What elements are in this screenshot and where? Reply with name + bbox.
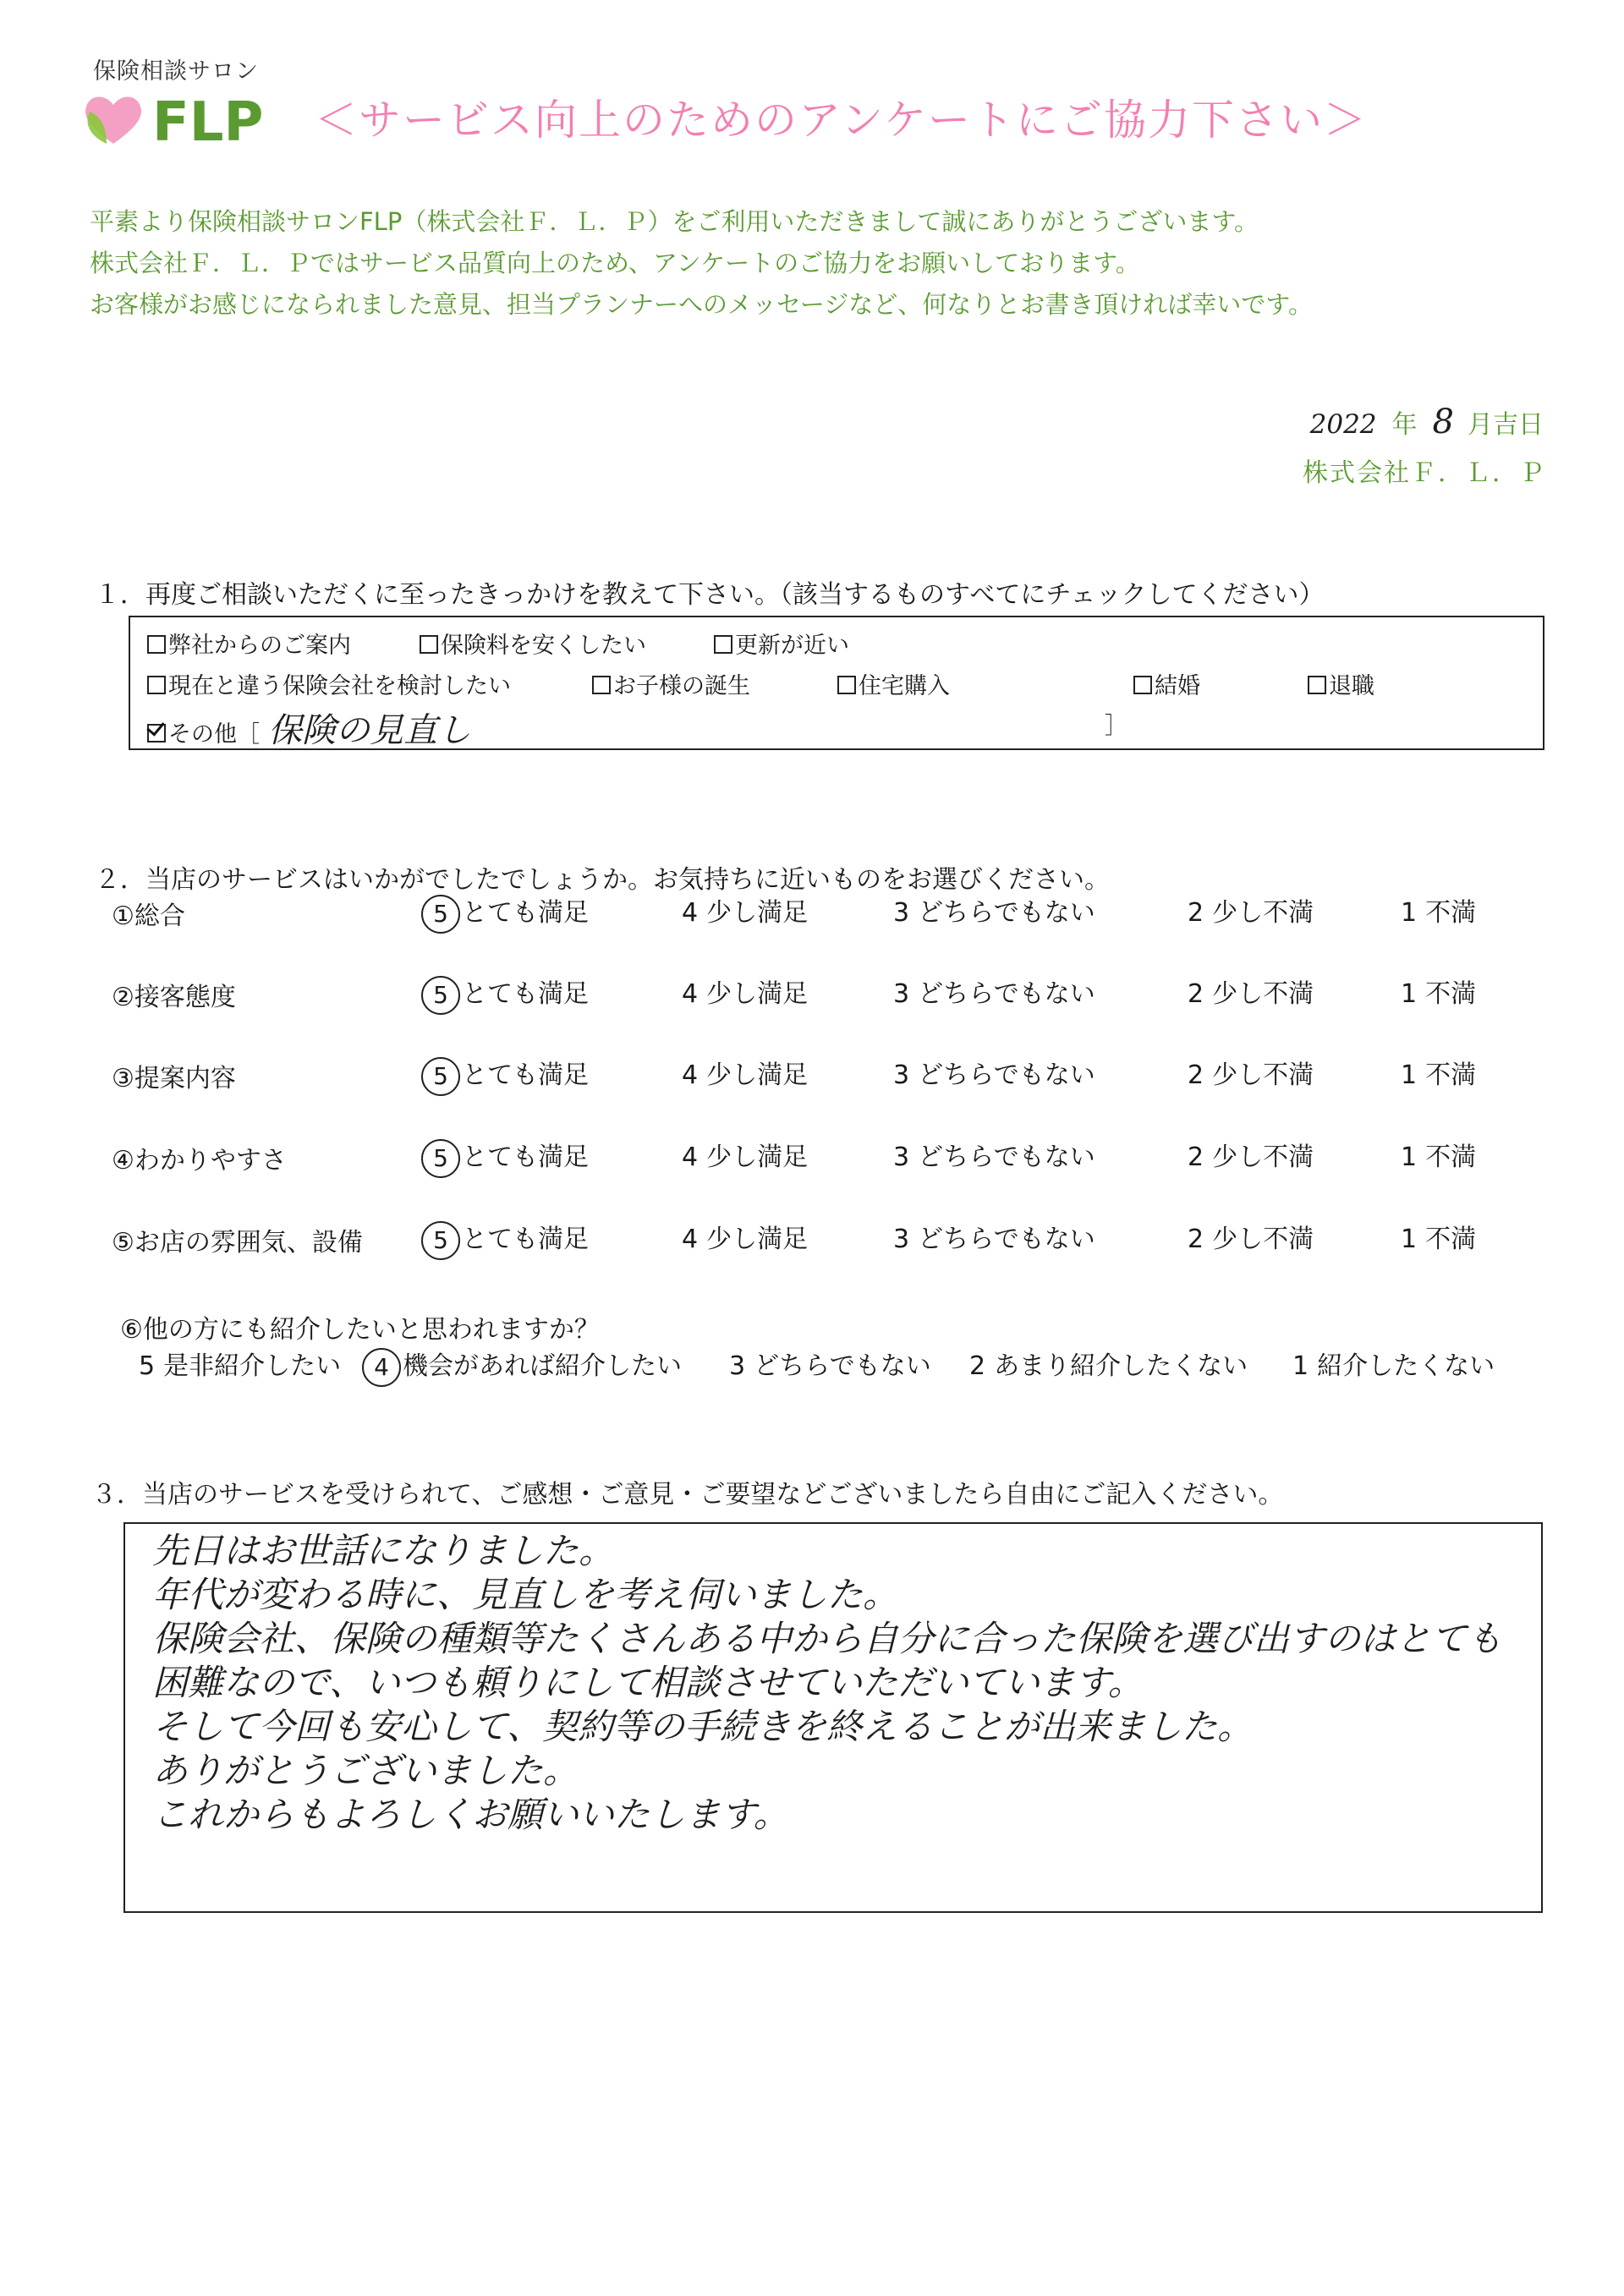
rating-choice-4[interactable] <box>682 973 808 1010</box>
rating-text: 少し不満 <box>1212 1225 1314 1254</box>
option-label: 住宅購入 <box>859 673 950 699</box>
option-label: お子様の誕生 <box>613 673 750 699</box>
rating-choice-2[interactable] <box>1188 973 1314 1010</box>
rating-number: 1 <box>1401 1060 1418 1090</box>
rating-choice-2[interactable] <box>1188 1218 1314 1255</box>
rating-number: 1 <box>1401 1225 1418 1254</box>
rating-choice-4[interactable] <box>682 891 808 929</box>
other-bracket-close: ］ <box>1105 713 1127 739</box>
checkbox[interactable] <box>1308 676 1326 694</box>
option-label: 結婚 <box>1155 673 1200 699</box>
brand-name: FLP <box>152 91 264 152</box>
intro-line: 株式会社Ｆ．Ｌ．Ｐではサービス品質向上のため、アンケートのご協力をお願いしております。 <box>90 249 1140 277</box>
survey-headline: ＜サービス向上のためのアンケートにご協力下さい＞ <box>315 96 1368 145</box>
rating-number: 4 <box>682 1060 699 1090</box>
q2-referral-question: ⑥他の方にも紹介したいと思われますか？ <box>120 1315 600 1345</box>
rating-text: 少し不満 <box>1212 898 1314 928</box>
rating-number-circled: 5 <box>421 895 460 934</box>
q2-title: ２．当店のサービスはいかがでしたでしょうか。お気持ちに近いものをお選びください。 <box>95 865 1110 895</box>
rating-choice-5[interactable] <box>421 973 589 1015</box>
rating-text: 少し不満 <box>1212 979 1314 1009</box>
date-line <box>1310 403 1544 441</box>
rating-choice-3[interactable] <box>893 891 1095 929</box>
referral-choice-2[interactable] <box>969 1345 1248 1382</box>
brand-subtitle: 保険相談サロン <box>93 58 259 85</box>
q2-row-label: ⑤お店の雰囲気、設備 <box>112 1228 363 1258</box>
q1-option[interactable] <box>837 667 950 700</box>
referral-choice-5[interactable] <box>139 1345 341 1382</box>
rating-choice-5[interactable] <box>421 1136 589 1178</box>
rating-number: 4 <box>682 979 699 1009</box>
rating-text: 不満 <box>1425 1060 1477 1090</box>
checkbox[interactable] <box>420 635 438 654</box>
rating-text: 少し満足 <box>706 979 809 1009</box>
referral-text: 紹介したくない <box>1317 1351 1495 1381</box>
rating-text: とても満足 <box>462 1060 589 1090</box>
checkbox[interactable] <box>714 635 732 654</box>
rating-text: 少し満足 <box>706 1060 809 1090</box>
q3-title: ３．当店のサービスを受けられて、ご感想・ご意見・ご要望などございましたら自由にご記入ください。 <box>91 1480 1284 1510</box>
rating-text: 少し満足 <box>706 898 809 928</box>
referral-choice-4[interactable] <box>362 1345 682 1387</box>
q1-option[interactable] <box>147 667 511 700</box>
rating-text: 少し満足 <box>706 1225 809 1254</box>
referral-number: 2 <box>969 1351 986 1381</box>
rating-choice-5[interactable] <box>421 891 589 934</box>
referral-choice-1[interactable] <box>1292 1345 1495 1382</box>
rating-choice-1[interactable] <box>1401 1054 1476 1091</box>
rating-text: どちらでもない <box>918 1060 1095 1090</box>
rating-number: 3 <box>893 979 910 1009</box>
intro-line: 平素より保険相談サロンFLP（株式会社Ｆ．Ｌ．Ｐ）をご利用いただきまして誠にありがとうございます。 <box>90 207 1259 236</box>
rating-number: 1 <box>1401 979 1418 1009</box>
company-name: 株式会社Ｆ．Ｌ．Ｐ <box>1303 458 1546 488</box>
rating-number: 2 <box>1188 1060 1204 1090</box>
rating-choice-5[interactable] <box>421 1054 589 1096</box>
rating-choice-2[interactable] <box>1188 891 1314 929</box>
rating-number: 1 <box>1401 898 1418 928</box>
checkbox[interactable] <box>592 676 611 694</box>
rating-choice-1[interactable] <box>1401 1218 1476 1255</box>
option-label: その他［ <box>168 721 260 748</box>
q1-option-other[interactable] <box>147 704 471 752</box>
option-label: 保険料を安くしたい <box>441 633 646 659</box>
intro-line: お客様がお感じになられました意見、担当プランナーへのメッセージなど、何なりとお書き頂ければ幸いです。 <box>90 290 1313 319</box>
q1-option[interactable] <box>420 627 646 660</box>
rating-choice-4[interactable] <box>682 1218 808 1255</box>
option-label: 弊社からのご案内 <box>168 633 351 659</box>
rating-choice-1[interactable] <box>1401 973 1476 1010</box>
rating-text: 不満 <box>1425 1225 1477 1254</box>
referral-number-circled: 4 <box>362 1348 401 1387</box>
rating-number-circled: 5 <box>421 1139 460 1178</box>
date-year-label: 年 <box>1391 410 1418 440</box>
q2-row-label: ③提案内容 <box>112 1064 236 1093</box>
referral-number: 3 <box>729 1351 746 1381</box>
rating-choice-3[interactable] <box>893 1218 1095 1255</box>
rating-number: 3 <box>893 1225 910 1254</box>
option-label: 退職 <box>1329 673 1374 699</box>
rating-choice-5[interactable] <box>421 1218 589 1260</box>
q2-row-label: ④わかりやすさ <box>112 1146 287 1175</box>
rating-number: 2 <box>1188 979 1204 1009</box>
rating-number: 3 <box>893 898 910 928</box>
comment-line: 先日はお世話になりました。 <box>152 1530 615 1571</box>
rating-number: 3 <box>893 1060 910 1090</box>
rating-number: 2 <box>1188 1143 1204 1172</box>
rating-text: どちらでもない <box>918 1225 1095 1254</box>
q1-option[interactable] <box>592 667 750 700</box>
checkbox[interactable] <box>837 676 856 694</box>
checkbox[interactable] <box>1133 676 1152 694</box>
rating-text: 不満 <box>1425 898 1477 928</box>
referral-text: 是非紹介したい <box>163 1351 342 1381</box>
rating-number: 4 <box>682 898 699 928</box>
flp-logo <box>81 85 284 152</box>
rating-number: 4 <box>682 1225 699 1254</box>
q1-option[interactable] <box>714 627 849 660</box>
rating-number-circled: 5 <box>421 1221 460 1260</box>
comment-line: 年代が変わる時に、見直しを考え伺いました。 <box>152 1574 899 1615</box>
other-handwritten-answer: 保険の見直し <box>268 711 471 750</box>
rating-choice-3[interactable] <box>893 973 1095 1010</box>
checkbox[interactable] <box>147 635 166 654</box>
rating-text: どちらでもない <box>918 898 1095 928</box>
rating-text: とても満足 <box>462 1143 589 1172</box>
q2-row-label: ②接客態度 <box>112 983 236 1012</box>
rating-text: 不満 <box>1425 979 1477 1009</box>
rating-text: 不満 <box>1425 1143 1477 1172</box>
rating-text: 少し満足 <box>706 1143 809 1172</box>
rating-number: 1 <box>1401 1143 1418 1172</box>
checkbox-checked[interactable] <box>147 724 166 743</box>
rating-number: 2 <box>1188 1225 1204 1254</box>
rating-choice-3[interactable] <box>893 1054 1095 1091</box>
option-label: 現在と違う保険会社を検討したい <box>168 673 511 699</box>
date-month: 8 <box>1432 403 1454 441</box>
checkbox[interactable] <box>147 676 166 694</box>
referral-number: 5 <box>139 1351 156 1381</box>
rating-text: とても満足 <box>462 1225 589 1254</box>
date-month-label: 月吉日 <box>1468 410 1544 440</box>
rating-text: 少し不満 <box>1212 1143 1314 1172</box>
referral-text: あまり紹介したくない <box>994 1351 1248 1381</box>
q2-row-label: ①総合 <box>112 901 185 931</box>
comment-line: ありがとうございました。 <box>152 1750 579 1791</box>
rating-choice-1[interactable] <box>1401 891 1476 929</box>
rating-number-circled: 5 <box>421 976 460 1015</box>
q1-option[interactable] <box>1133 667 1200 700</box>
rating-text: とても満足 <box>462 898 589 928</box>
referral-choice-3[interactable] <box>729 1345 931 1382</box>
rating-choice-1[interactable] <box>1401 1136 1476 1173</box>
date-year: 2022 <box>1309 409 1377 440</box>
rating-choice-4[interactable] <box>682 1136 808 1173</box>
rating-choice-4[interactable] <box>682 1054 808 1091</box>
q1-option[interactable] <box>1308 667 1374 700</box>
rating-text: どちらでもない <box>918 979 1095 1009</box>
comment-line: これからもよろしくお願いいたします。 <box>152 1794 789 1835</box>
rating-number: 2 <box>1188 898 1204 928</box>
q3-handwritten-comments <box>152 1529 1502 1837</box>
option-label: 更新が近い <box>735 633 849 659</box>
referral-text: どちらでもない <box>754 1351 931 1381</box>
rating-text: どちらでもない <box>918 1143 1095 1172</box>
referral-number: 1 <box>1292 1351 1309 1381</box>
rating-number: 4 <box>682 1143 699 1172</box>
q1-title: １．再度ご相談いただくに至ったきっかけを教えて下さい。（該当するものすべてにチェックしてください） <box>95 580 1325 610</box>
rating-number: 3 <box>893 1143 910 1172</box>
rating-choice-3[interactable] <box>893 1136 1095 1173</box>
rating-choice-2[interactable] <box>1188 1054 1314 1091</box>
comment-line: 保険会社、保険の種類等たくさんある中から自分に合った保険を選び出すのはとても <box>152 1618 1503 1659</box>
rating-number-circled: 5 <box>421 1057 460 1096</box>
q1-option[interactable] <box>147 627 351 660</box>
comment-line: そして今回も安心して、契約等の手続きを終えることが出来ました。 <box>152 1706 1254 1747</box>
intro-text <box>90 201 1313 326</box>
referral-text: 機会があれば紹介したい <box>403 1351 682 1381</box>
rating-choice-2[interactable] <box>1188 1136 1314 1173</box>
rating-text: 少し不満 <box>1212 1060 1314 1090</box>
rating-text: とても満足 <box>462 979 589 1009</box>
comment-line: 困難なので、いつも頼りにして相談させていただいています。 <box>152 1662 1144 1703</box>
